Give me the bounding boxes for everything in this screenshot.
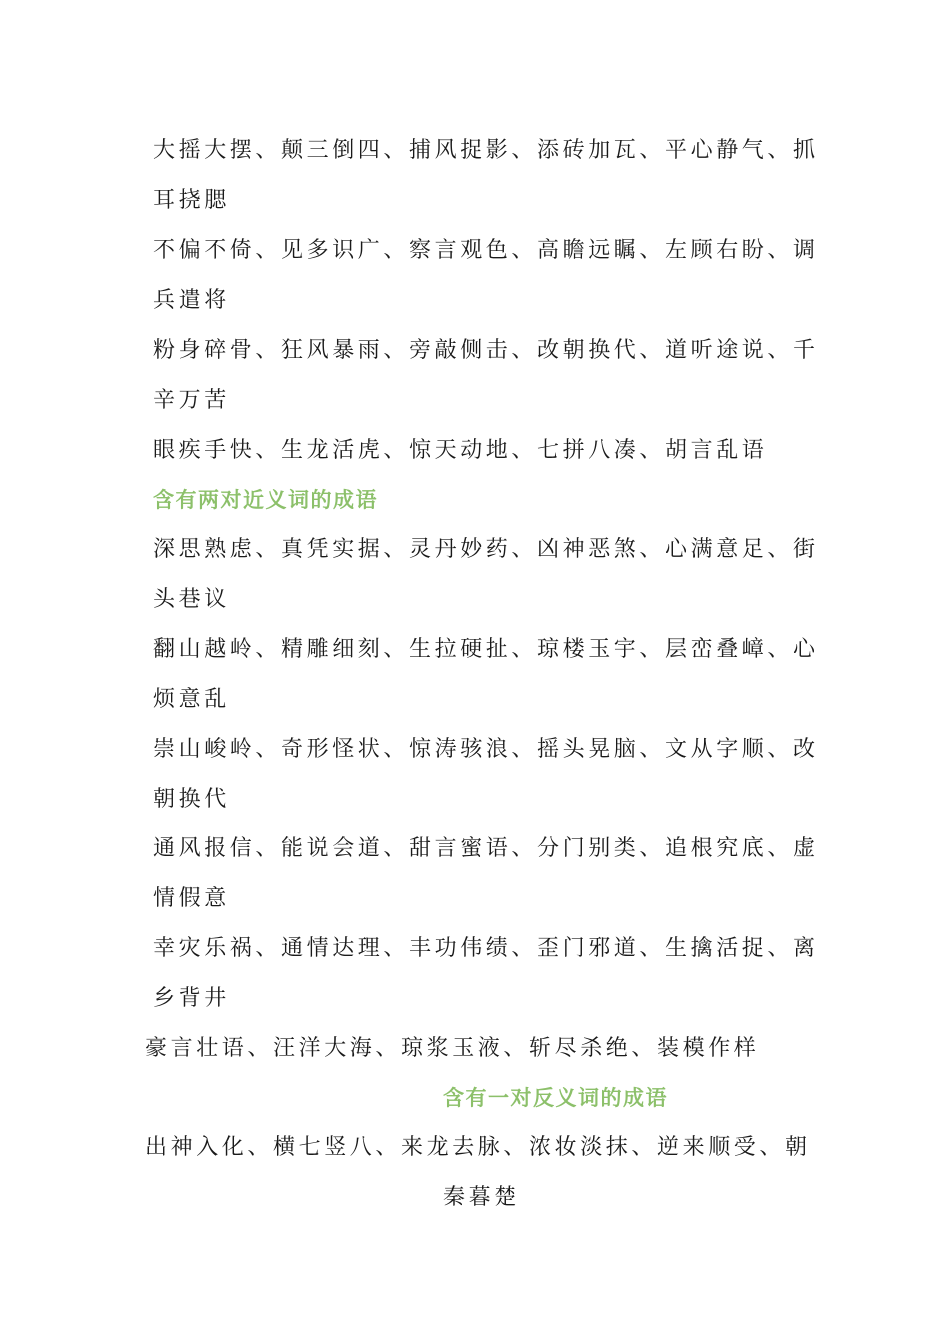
idiom-line: 朝换代 [153, 787, 230, 812]
idiom-line: 耳挠腮 [153, 188, 230, 213]
idiom-line: 豪言壮语、汪洋大海、琼浆玉液、斩尽杀绝、装模作样 [145, 1036, 760, 1061]
idiom-line: 秦暮楚 [443, 1185, 520, 1210]
idiom-line: 翻山越岭、精雕细刻、生拉硬扯、琼楼玉宇、层峦叠嶂、心 [153, 637, 819, 662]
idiom-line: 深思熟虑、真凭实据、灵丹妙药、凶神恶煞、心满意足、街 [153, 537, 819, 562]
idiom-line: 出神入化、横七竖八、来龙去脉、浓妆淡抹、逆来顺受、朝 [145, 1135, 811, 1160]
idiom-line: 兵遣将 [153, 288, 230, 313]
idiom-line: 大摇大摆、颠三倒四、捕风捉影、添砖加瓦、平心静气、抓 [153, 138, 819, 163]
idiom-line: 幸灾乐祸、通情达理、丰功伟绩、歪门邪道、生擒活捉、离 [153, 936, 819, 961]
idiom-line: 辛万苦 [153, 388, 230, 413]
section-heading-antonym-pair: 含有一对反义词的成语 [443, 1086, 668, 1110]
idiom-line: 崇山峻岭、奇形怪状、惊涛骇浪、摇头晃脑、文从字顺、改 [153, 737, 819, 762]
idiom-line: 乡背井 [153, 986, 230, 1011]
idiom-line: 头巷议 [153, 587, 230, 612]
idiom-line: 粉身碎骨、狂风暴雨、旁敲侧击、改朝换代、道听途说、千 [153, 338, 819, 363]
section-heading-synonym-pairs: 含有两对近义词的成语 [153, 488, 378, 512]
idiom-line: 情假意 [153, 886, 230, 911]
idiom-line: 不偏不倚、见多识广、察言观色、高瞻远瞩、左顾右盼、调 [153, 238, 819, 263]
idiom-line: 通风报信、能说会道、甜言蜜语、分门别类、追根究底、虚 [153, 836, 819, 861]
idiom-line: 眼疾手快、生龙活虎、惊天动地、七拼八凑、胡言乱语 [153, 438, 768, 463]
idiom-line: 烦意乱 [153, 687, 230, 712]
